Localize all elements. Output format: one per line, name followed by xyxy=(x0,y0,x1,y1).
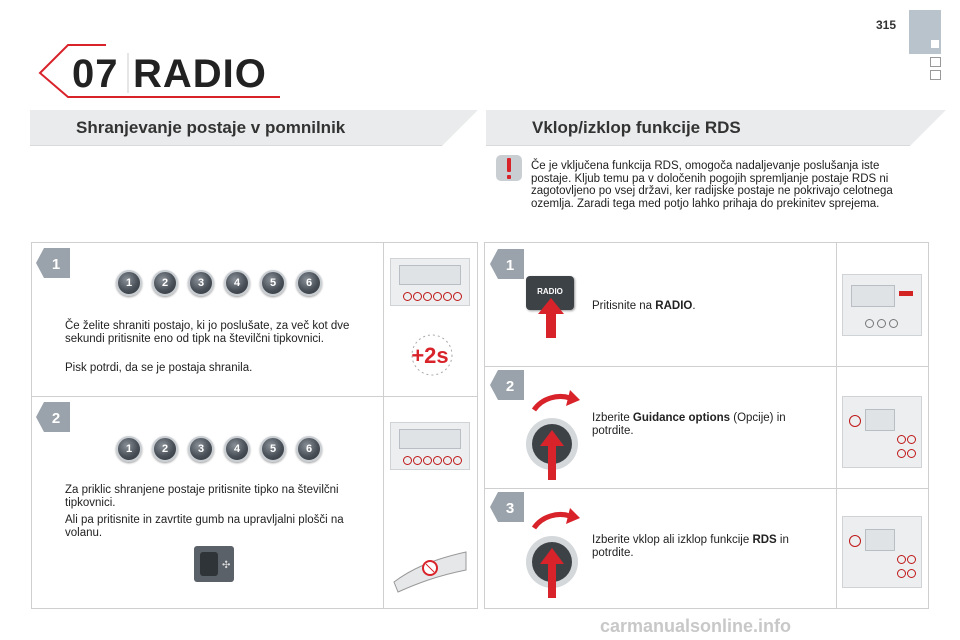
steering-wheel-control-icon: ✣ xyxy=(194,546,234,582)
preset-keys-row xyxy=(116,436,322,462)
radio-panel-image xyxy=(842,274,922,336)
rotary-knob-icon[interactable] xyxy=(520,506,582,600)
tab-outline-square xyxy=(930,70,941,80)
preset-key-6[interactable]: 6 xyxy=(296,436,322,462)
step-badge-2 xyxy=(36,402,70,432)
section-title-left: Shranjevanje postaje v pomnilnik xyxy=(76,118,346,137)
preset-key-2[interactable]: 2 xyxy=(152,270,178,296)
svg-text:2: 2 xyxy=(505,378,515,395)
hold-two-seconds-icon xyxy=(402,330,458,380)
step1-left-text: Če želite shraniti postajo, ki jo poslušate, za več kot dve sekundi pritisnite eno od tipk na številčni tipkovnici. xyxy=(65,320,350,345)
preset-key-2[interactable]: 2 xyxy=(152,436,178,462)
step-badge-1 xyxy=(490,249,524,279)
step-badge-3 xyxy=(490,492,524,522)
step2-left-text: Za priklic shranjene postaje pritisnite tipko na številčni tipkovnici. xyxy=(65,484,339,509)
svg-text:1: 1 xyxy=(505,257,515,274)
preset-key-4[interactable]: 4 xyxy=(224,270,250,296)
preset-key-4[interactable]: 4 xyxy=(224,436,250,462)
step2-right-text: Izberite Guidance options (Opcije) in potrdite. xyxy=(592,412,786,437)
step2-left-text-2: Ali pa pritisnite in zavrtite gumb na upravljalni plošči na volanu. xyxy=(65,514,344,539)
radio-panel-image xyxy=(390,258,470,306)
radio-panel-image xyxy=(842,396,922,468)
radio-panel-image xyxy=(842,516,922,588)
svg-text:3: 3 xyxy=(505,500,515,517)
preset-key-1[interactable]: 1 xyxy=(116,436,142,462)
chapter-title: RADIO xyxy=(133,52,267,96)
steering-stalk-image xyxy=(390,530,470,594)
page-number: 315 xyxy=(876,18,897,32)
step3-right-text: Izberite vklop ali izklop funkcije RDS in potrdite. xyxy=(592,534,789,559)
section-title-right: Vklop/izklop funkcije RDS xyxy=(532,118,741,137)
preset-keys-row xyxy=(116,270,322,296)
press-arrow-icon xyxy=(538,298,564,338)
preset-key-5[interactable]: 5 xyxy=(260,270,286,296)
svg-text:2: 2 xyxy=(51,410,61,427)
step1-right-text: Pritisnite na RADIO. xyxy=(592,300,696,312)
step-badge-1 xyxy=(36,248,70,278)
chapter-tab xyxy=(909,10,941,54)
rds-warning-text: Če je vključena funkcija RDS, omogoča nadaljevanje poslušanja iste postaje. Kljub temu pa v določenih pogojih spremljanje postaje RDS ni zagotovljeno po vsej državi, ker radijske postaje ne pokrivajo celotnega ozemlja. Zaradi tega med potjo lahko prihaja do prekinitev sprejema. xyxy=(531,160,893,210)
preset-key-1[interactable]: 1 xyxy=(116,270,142,296)
chapter-number: 07 xyxy=(72,52,119,96)
radio-panel-image xyxy=(390,422,470,470)
step-badge-2 xyxy=(490,370,524,400)
tab-outline-square xyxy=(930,57,941,67)
preset-key-3[interactable]: 3 xyxy=(188,436,214,462)
step1-left-text-2: Pisk potrdi, da se je postaja shranila. xyxy=(65,362,253,374)
preset-key-3[interactable]: 3 xyxy=(188,270,214,296)
warning-icon xyxy=(494,153,524,183)
preset-key-5[interactable]: 5 xyxy=(260,436,286,462)
preset-key-6[interactable]: 6 xyxy=(296,270,322,296)
svg-text:+2s: +2s xyxy=(411,343,449,368)
watermark: carmanualsonline.info xyxy=(600,616,792,636)
rotary-knob-icon[interactable] xyxy=(520,388,582,482)
radio-button[interactable]: RADIO xyxy=(526,276,574,310)
svg-text:1: 1 xyxy=(51,256,61,273)
